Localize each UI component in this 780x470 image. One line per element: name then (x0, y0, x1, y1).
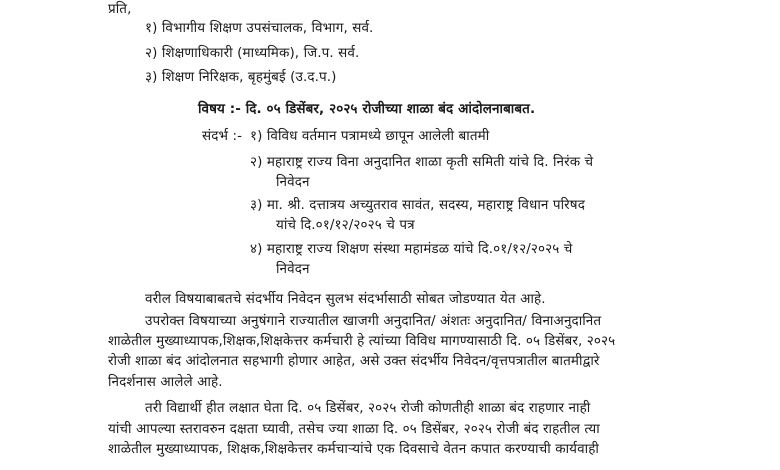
reference-1: १) विविध वर्तमान पत्रामध्ये छापून आलेली बातमी (250, 128, 490, 144)
recipient-3: ३) शिक्षण निरिक्षक, बृहमुंबई (उ.द.प.) (145, 69, 337, 85)
body-paragraph-3-line-1: तरी विद्यार्थी हीत लक्षात घेता दि. ०५ डिसेंबर, २०२५ रोजी कोणतीही शाळा बंद राहणार नाही (145, 400, 591, 416)
reference-2-line-2: निवेदन (276, 174, 310, 190)
body-paragraph-3-line-3: शाळेतील मुख्याध्यापक, शिक्षक,शिक्षकेत्तर कर्मचाऱ्यांचे एक दिवसाचे वेतन कपात करण्याची कार्यवाही (108, 441, 599, 457)
references-label: संदर्भ :- (202, 128, 243, 144)
reference-2-line-1: २) महाराष्ट्र राज्य विना अनुदानित शाळा कृती समिती यांचे दि. निरंक चे (250, 154, 594, 170)
subject-line: विषय :- दि. ०५ डिसेंबर, २०२५ रोजीच्या शाळा बंद आंदोलनाबाबत. (198, 101, 536, 117)
reference-4-line-2: निवेदन (276, 261, 310, 277)
body-paragraph-1: वरील विषयाबाबतचे संदर्भीय निवेदन सुलभ संदर्भासाठी सोबत जोडण्यात येत आहे. (145, 291, 546, 307)
reference-4-line-1: ४) महाराष्ट्र राज्य शिक्षण संस्था महामंडळ यांचे दि.०१/१२/२०२५ चे (250, 241, 573, 257)
body-paragraph-2-line-2: शाळेतील मुख्याध्यापक,शिक्षक,शिक्षकेत्तर कर्मचारी हे त्यांच्या विविध मागण्यासाठी दि. ०५ डिसेंबर, २०२५ (108, 333, 616, 349)
body-paragraph-2-line-4: निदर्शनास आलेले आहे. (108, 374, 223, 390)
body-paragraph-2-line-3: रोजी शाळा बंद आंदोलनात सहभागी होणार आहेत, असे उक्त संदर्भीय निवेदन/वृत्तपत्रातील बातमीद्वारे (108, 353, 600, 369)
body-paragraph-3-line-2: यांची आपल्या स्तरावरुन दक्षता घ्यावी, तसेच ज्या शाळा दि. ०५ डिसेंबर, २०२५ रोजी बंद राहतील त्या (108, 421, 600, 437)
body-paragraph-2-line-1: उपरोक्त विषयाच्या अनुषंगाने राज्यातील खाजगी अनुदानित/ अंशतः अनुदानित/ विनाअनुदानित (145, 313, 602, 329)
clipped-next-line (108, 458, 688, 470)
recipient-2: २) शिक्षणाधिकारी (माध्यमिक), जि.प. सर्व. (145, 45, 360, 61)
salutation: प्रति, (108, 1, 132, 17)
reference-3-line-1: ३) मा. श्री. दत्तात्रय अच्युतराव सावंत, सदस्य, महाराष्ट्र विधान परिषद (250, 197, 585, 213)
recipient-1: १) विभागीय शिक्षण उपसंचालक, विभाग, सर्व. (145, 20, 374, 36)
reference-3-line-2: यांचे दि.०१/१२/२०२५ चे पत्र (276, 217, 415, 233)
